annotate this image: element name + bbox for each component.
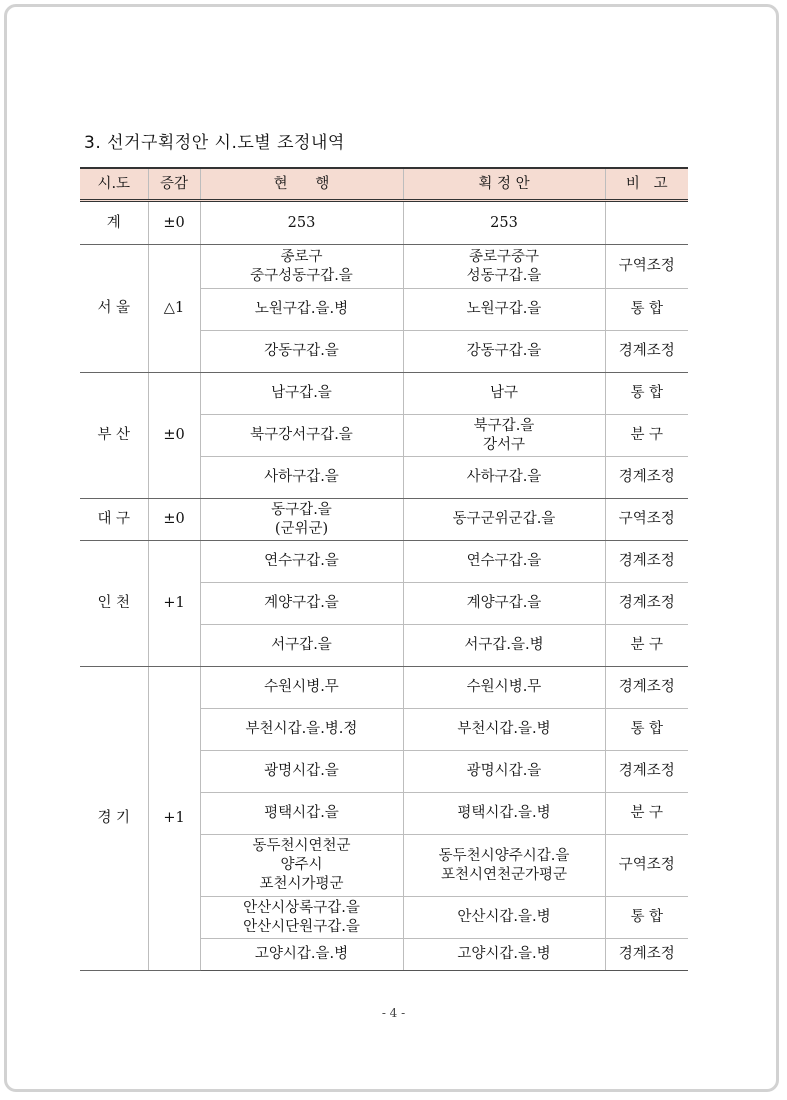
cell-current: 계양구갑.을 (200, 583, 403, 625)
cell-current: 고양시갑.을.병 (200, 939, 403, 971)
cell-current: 사하구갑.을 (200, 457, 403, 499)
cell-note: 구역조정 (605, 835, 688, 897)
region-name: 경 기 (80, 667, 148, 971)
cell-current: 남구갑.을 (200, 373, 403, 415)
cell-note: 통 합 (605, 289, 688, 331)
table-row (80, 499, 688, 541)
table-row (80, 667, 688, 709)
region-change: ±0 (148, 373, 200, 499)
total-row (80, 201, 688, 245)
cell-note: 경계조정 (605, 331, 688, 373)
cell-note: 구역조정 (605, 245, 688, 289)
cell-current: 강동구갑.을 (200, 331, 403, 373)
table-row (80, 245, 688, 289)
cell-current: 광명시갑.을 (200, 751, 403, 793)
cell-proposal: 사하구갑.을 (403, 457, 605, 499)
cell-proposal: 고양시갑.을.병 (403, 939, 605, 971)
cell-note: 경계조정 (605, 541, 688, 583)
cell-note: 경계조정 (605, 751, 688, 793)
cell-current: 서구갑.을 (200, 625, 403, 667)
total-label: 계 (80, 201, 148, 245)
cell-current: 수원시병.무 (200, 667, 403, 709)
cell-current: 노원구갑.을.병 (200, 289, 403, 331)
cell-note: 경계조정 (605, 939, 688, 971)
cell-proposal: 수원시병.무 (403, 667, 605, 709)
cell-note: 분 구 (605, 625, 688, 667)
cell-current: 종로구 중구성동구갑.을 (200, 245, 403, 289)
region-name: 서 울 (80, 245, 148, 373)
cell-proposal: 부천시갑.을.병 (403, 709, 605, 751)
cell-proposal: 광명시갑.을 (403, 751, 605, 793)
cell-proposal: 북구갑.을 강서구 (403, 415, 605, 457)
cell-current: 동구갑.을 (군위군) (200, 499, 403, 541)
cell-current: 부천시갑.을.병.정 (200, 709, 403, 751)
total-proposal: 253 (403, 201, 605, 245)
header-note: 비 고 (605, 168, 688, 201)
cell-current: 북구강서구갑.을 (200, 415, 403, 457)
cell-proposal: 노원구갑.을 (403, 289, 605, 331)
cell-current: 동두천시연천군 양주시 포천시가평군 (200, 835, 403, 897)
table-row (80, 373, 688, 415)
cell-proposal: 평택시갑.을.병 (403, 793, 605, 835)
cell-proposal: 계양구갑.을 (403, 583, 605, 625)
cell-proposal: 서구갑.을.병 (403, 625, 605, 667)
cell-note: 구역조정 (605, 499, 688, 541)
header-sido: 시.도 (80, 168, 148, 201)
region-change: ±0 (148, 499, 200, 541)
total-note (605, 201, 688, 245)
region-name: 대 구 (80, 499, 148, 541)
header-row (80, 168, 688, 201)
cell-proposal: 남구 (403, 373, 605, 415)
cell-current: 안산시상록구갑.을 안산시단원구갑.을 (200, 897, 403, 939)
cell-note: 분 구 (605, 793, 688, 835)
cell-note: 분 구 (605, 415, 688, 457)
cell-note: 통 합 (605, 709, 688, 751)
cell-proposal: 안산시갑.을.병 (403, 897, 605, 939)
cell-current: 연수구갑.을 (200, 541, 403, 583)
region-change: △1 (148, 245, 200, 373)
cell-note: 경계조정 (605, 457, 688, 499)
cell-proposal: 종로구중구 성동구갑.을 (403, 245, 605, 289)
header-change: 증감 (148, 168, 200, 201)
table-row (80, 541, 688, 583)
cell-note: 경계조정 (605, 667, 688, 709)
page-number: - 4 - (381, 1006, 406, 1020)
region-name: 인 천 (80, 541, 148, 667)
header-current: 현 행 (200, 168, 403, 201)
section-title: 3. 선거구획정안 시.도별 조정내역 (84, 133, 345, 153)
region-name: 부 산 (80, 373, 148, 499)
cell-note: 통 합 (605, 373, 688, 415)
cell-proposal: 연수구갑.을 (403, 541, 605, 583)
cell-proposal: 동두천시양주시갑.을 포천시연천군가평군 (403, 835, 605, 897)
total-current: 253 (200, 201, 403, 245)
header-proposal: 획 정 안 (403, 168, 605, 201)
adjustment-table (80, 167, 688, 971)
cell-current: 평택시갑.을 (200, 793, 403, 835)
region-change: +1 (148, 667, 200, 971)
cell-note: 경계조정 (605, 583, 688, 625)
total-change: ±0 (148, 201, 200, 245)
cell-proposal: 강동구갑.을 (403, 331, 605, 373)
cell-note: 통 합 (605, 897, 688, 939)
cell-proposal: 동구군위군갑.을 (403, 499, 605, 541)
region-change: +1 (148, 541, 200, 667)
